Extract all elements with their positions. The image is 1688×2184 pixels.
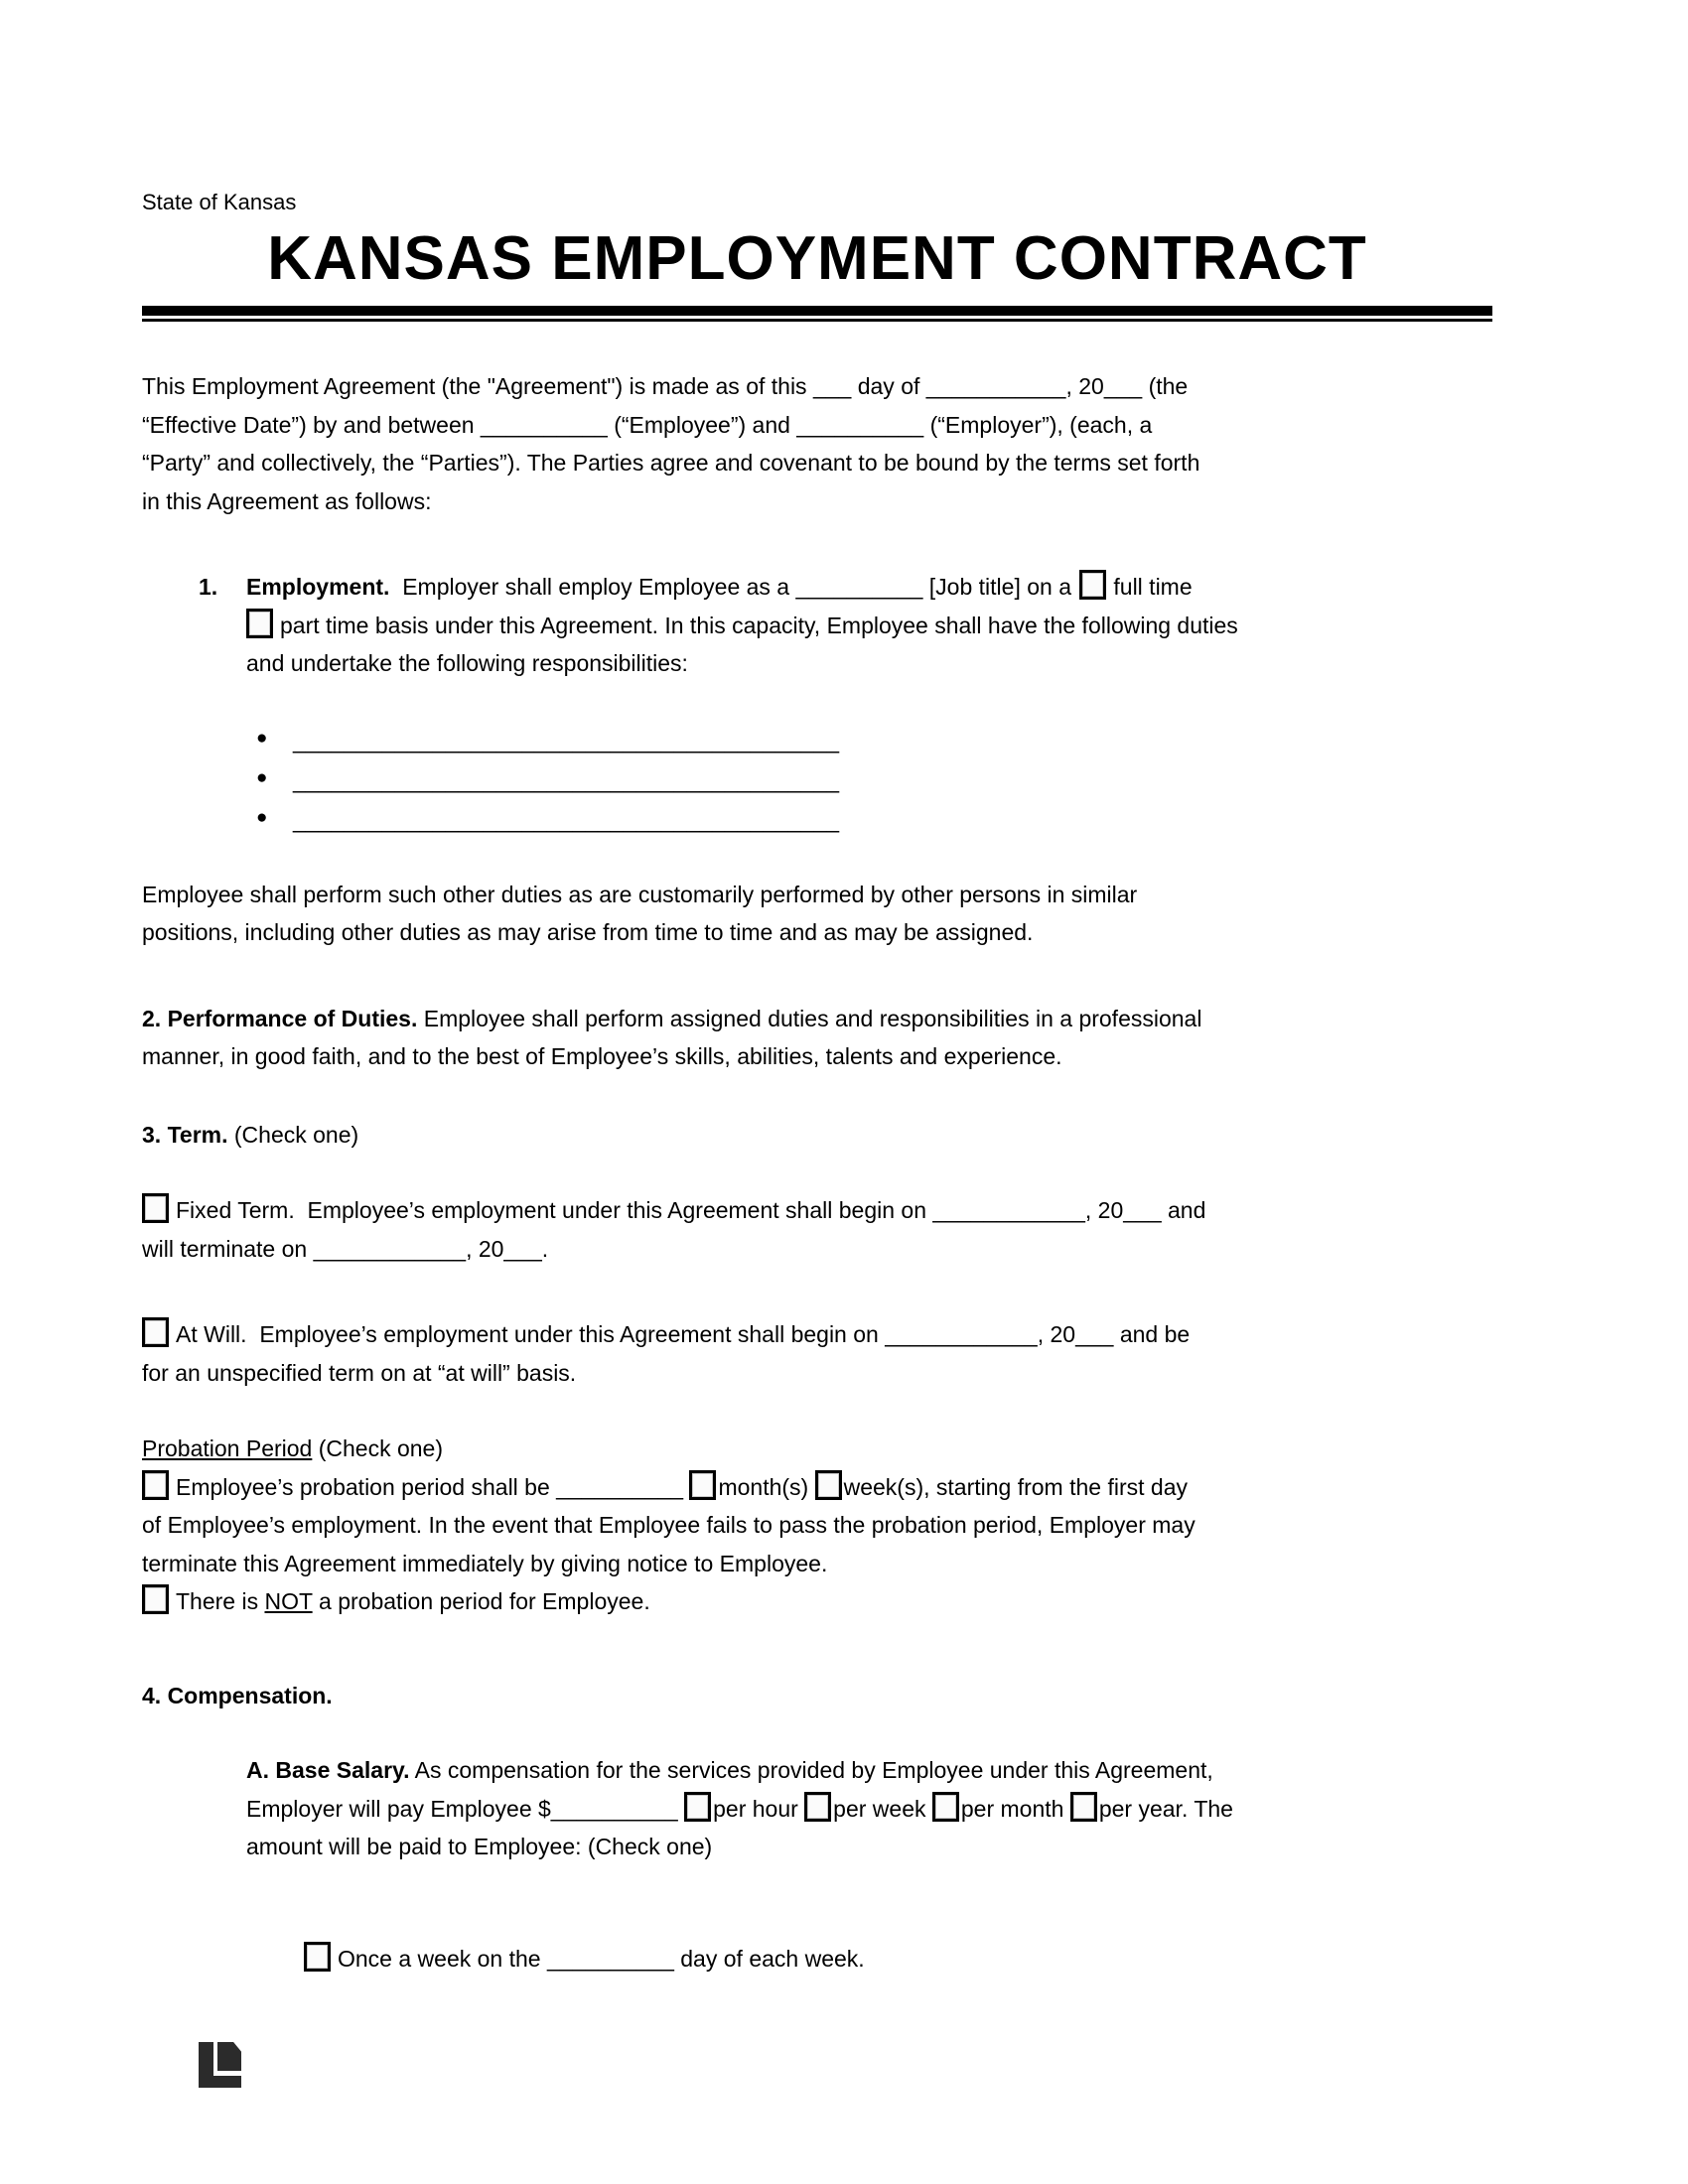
duty-blank-field: ___________________________________________ <box>293 806 840 833</box>
part-time-text: part time basis under this Agreement. In this capacity, Employee shall have the following duties <box>280 612 1238 638</box>
bullet-icon: ● <box>256 727 268 749</box>
checkbox-per-month[interactable] <box>932 1792 959 1822</box>
checkbox-part-time[interactable] <box>246 609 273 638</box>
checkbox-months[interactable] <box>689 1470 716 1500</box>
performance-text: Employee shall perform assigned duties and responsibilities in a professional <box>417 1005 1202 1031</box>
base-salary-text: As compensation for the services provided by Employee under this Agreement, <box>409 1757 1213 1783</box>
base-salary-label: A. Base Salary. <box>246 1757 410 1783</box>
probation-line-2: of Employee’s employment. In the event that Employee fails to pass the probation period, Employer may <box>142 1512 1196 1538</box>
employment-line-1 <box>246 568 1492 607</box>
base-salary-line-3: amount will be paid to Employee: (Check one) <box>246 1834 713 1859</box>
performance-line-1 <box>142 1000 1492 1038</box>
at-will-option <box>142 1315 1492 1392</box>
probation-heading-underlined: Probation Period <box>142 1435 313 1461</box>
no-probation-text-a: There is <box>176 1588 265 1614</box>
fixed-term-text: Fixed Term. Employee’s employment under this Agreement shall begin on ____________, 20___ and <box>176 1197 1206 1223</box>
bullet-icon: ● <box>256 806 268 828</box>
term-check-one: (Check one) <box>227 1121 359 1148</box>
title-rule <box>142 306 1492 322</box>
paragraph-line: Employee shall perform such other duties as are customarily performed by other persons in similar <box>142 881 1138 907</box>
legaltemplates-logo <box>199 2042 241 2088</box>
page-title: KANSAS EMPLOYMENT CONTRACT <box>267 224 1367 293</box>
at-will-line-1 <box>142 1315 1492 1354</box>
checkbox-full-time[interactable] <box>1079 570 1106 600</box>
performance-line-2: manner, in good faith, and to the best of Employee’s skills, abilities, talents and experience. <box>142 1043 1062 1069</box>
checkbox-once-a-week[interactable] <box>304 1942 331 1972</box>
probation-line-3: terminate this Agreement immediately by giving notice to Employee. <box>142 1550 828 1576</box>
per-week-label: per week <box>833 1795 932 1822</box>
checkbox-per-week[interactable] <box>804 1792 831 1822</box>
probation-text: Employee’s probation period shall be __________ <box>176 1473 690 1500</box>
section-number: 1. <box>199 574 218 600</box>
logo-page-shape <box>217 2042 241 2071</box>
list-item <box>142 800 1492 840</box>
not-word-underlined: NOT <box>264 1588 313 1614</box>
months-label: month(s) <box>718 1473 815 1500</box>
checkbox-at-will[interactable] <box>142 1317 169 1347</box>
title-rule-thick <box>142 306 1492 316</box>
section-compensation <box>142 1677 1492 1715</box>
employment-line-3: and undertake the following responsibilities: <box>246 650 688 676</box>
document-content <box>142 189 1492 1978</box>
paragraph-line: positions, including other duties as may arise from time to time and as may be assigned. <box>142 919 1034 945</box>
list-item <box>142 760 1492 800</box>
section-label-employment: Employment. <box>246 574 390 600</box>
checkbox-no-probation[interactable] <box>142 1584 169 1614</box>
base-salary-line-1 <box>246 1751 1492 1790</box>
fixed-term-option <box>142 1191 1492 1268</box>
salary-amount-text: Employer will pay Employee $__________ <box>246 1795 685 1822</box>
probation-heading-rest: (Check one) <box>312 1435 444 1461</box>
duty-blank-field: ___________________________________________ <box>293 727 840 753</box>
no-probation-text-b: a probation period for Employee. <box>312 1588 650 1614</box>
at-will-line-2: for an unspecified term on at “at will” basis. <box>142 1359 577 1386</box>
at-will-text: At Will. Employee’s employment under this Agreement shall begin on ____________, 20___ and be <box>176 1321 1191 1347</box>
checkbox-per-year[interactable] <box>1070 1792 1097 1822</box>
checkbox-probation-period[interactable] <box>142 1470 169 1500</box>
intro-line: “Party” and collectively, the “Parties”). The Parties agree and covenant to be bound by the terms set forth <box>142 450 1200 476</box>
intro-line: This Employment Agreement (the "Agreement") is made as of this ___ day of ___________, 20___ (the <box>142 373 1189 399</box>
duty-blank-field: ___________________________________________ <box>293 766 840 793</box>
once-a-week-option <box>142 1940 1492 1979</box>
intro-line: “Effective Date”) by and between __________ (“Employee”) and __________ (“Employer”), (each, a <box>142 411 1153 438</box>
fixed-term-line-1 <box>142 1191 1492 1230</box>
intro-line: in this Agreement as follows: <box>142 487 432 514</box>
per-hour-label: per hour <box>713 1795 805 1822</box>
base-salary-subsection <box>142 1751 1492 1866</box>
list-item <box>142 721 1492 760</box>
section-label-term: 3. Term. <box>142 1121 228 1148</box>
probation-line-1 <box>142 1468 1492 1507</box>
section-performance <box>142 1000 1492 1076</box>
base-salary-line-2 <box>246 1790 1492 1829</box>
probation-period-section <box>142 1430 1492 1621</box>
logo-bottom-bar <box>199 2076 241 2088</box>
other-duties-paragraph <box>142 876 1492 952</box>
checkbox-weeks[interactable] <box>815 1470 842 1500</box>
per-month-label: per month <box>960 1795 1070 1822</box>
bullet-icon: ● <box>256 766 268 788</box>
checkbox-per-hour[interactable] <box>684 1792 711 1822</box>
checkbox-fixed-term[interactable] <box>142 1193 169 1223</box>
section-employment <box>142 568 1492 683</box>
intro-paragraph <box>142 367 1492 520</box>
employment-text: Employer shall employ Employee as a __________ [Job title] on a <box>389 574 1078 600</box>
once-a-week-text: Once a week on the __________ day of each week. <box>338 1945 865 1972</box>
weeks-label: week(s), starting from the first day <box>843 1473 1188 1500</box>
section-label-compensation: 4. Compensation. <box>142 1682 333 1708</box>
fixed-term-line-2: will terminate on ____________, 20___. <box>142 1235 549 1262</box>
employment-line-2 <box>246 607 1492 645</box>
per-year-label: per year. The <box>1098 1795 1233 1822</box>
section-label-performance: 2. Performance of Duties. <box>142 1005 418 1031</box>
section-term <box>142 1116 1492 1155</box>
state-label: State of Kansas <box>142 190 297 214</box>
duties-bullet-list <box>142 721 1492 840</box>
full-time-label: full time <box>1113 574 1193 600</box>
title-rule-thin <box>142 319 1492 322</box>
probation-heading <box>142 1430 1492 1468</box>
no-probation-line <box>142 1582 1492 1621</box>
